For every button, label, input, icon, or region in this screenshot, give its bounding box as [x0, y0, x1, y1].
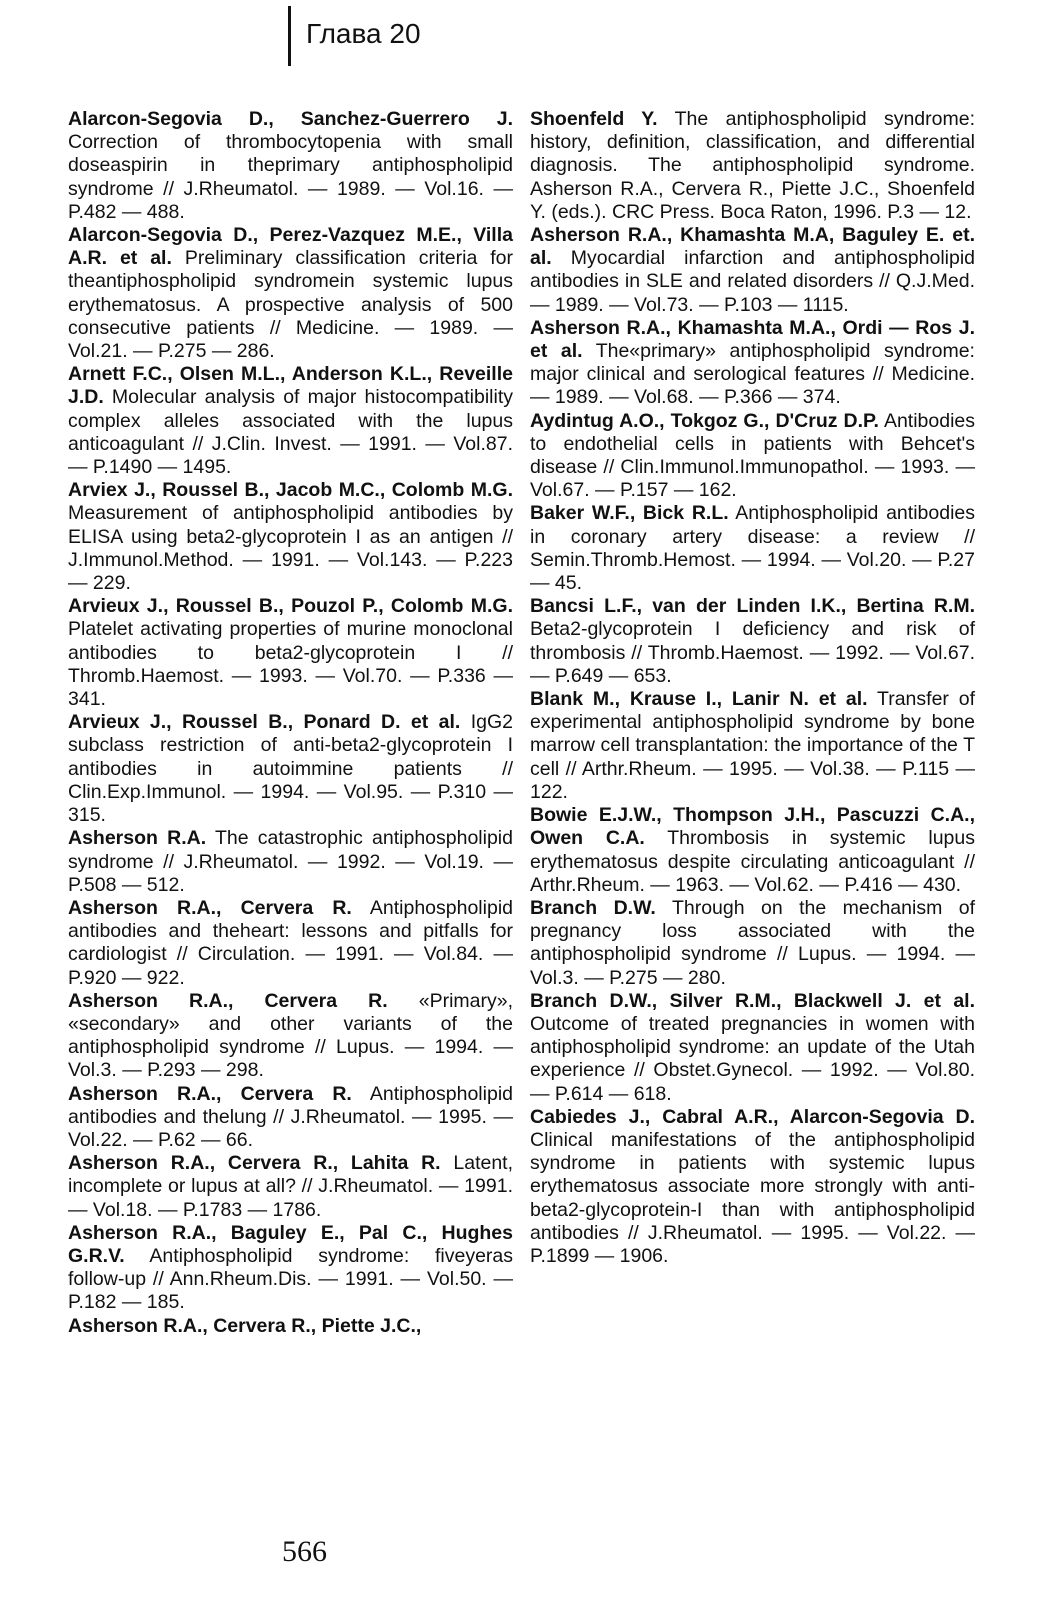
- reference-entry: [530, 410, 975, 503]
- reference-authors: Asherson R.A., Cervera R.: [68, 896, 352, 919]
- reference-text: Molecular analysis of major histocompatibility complex alleles associated with the lupus anticoagulant // J.Clin. Invest. — 1991. — Vol.87. — P.1490 — 1495.: [68, 386, 513, 479]
- reference-text: The«primary» antiphospholipid syndrome: major clinical and serological features // Medicine. — 1989. — Vol.68. — P.366 — 374.: [530, 340, 975, 409]
- reference-authors: Branch D.W., Silver R.M., Blackwell J. et al.: [530, 989, 975, 1012]
- reference-entry: [530, 595, 975, 688]
- reference-text: Antibodies to endothelial cells in patients with Behcet's disease // Clin.Immunol.Immunopathol. — 1993. — Vol.67. — P.157 — 162.: [530, 409, 976, 502]
- reference-authors: Asherson R.A., Cervera R., Lahita R.: [68, 1152, 441, 1175]
- reference-entry: [68, 224, 513, 363]
- reference-authors: Asherson R.A., Baguley E., Pal C., Hughes G.R.V.: [68, 1221, 513, 1267]
- reference-text: Measurement of antiphospholipid antibodies by ELISA using beta2-glycoprotein I as an antigen // J.Immunol.Method. — 1991. — Vol.143. — P.223 — 229.: [68, 502, 513, 595]
- reference-authors: Branch D.W.: [530, 896, 656, 919]
- reference-text: Correction of thrombocytopenia with small doseaspirin in theprimary antiphospholipid syndrome // J.Rheumatol. — 1989. — Vol.16. — P.482 — 488.: [68, 131, 513, 223]
- reference-text: The catastrophic antiphospholipid syndrome // J.Rheumatol. — 1992. — Vol.19. — P.508 — 512.: [68, 827, 513, 896]
- reference-authors: Bowie E.J.W., Thompson J.H., Pascuzzi C.A., Owen C.A.: [530, 804, 975, 850]
- reference-authors: Alarcon-Segovia D., Sanchez-Guerrero J.: [68, 108, 513, 130]
- reference-text: Antiphospholipid antibodies in coronary artery disease: a review // Semin.Thromb.Hemost. — 1994. — Vol.20. — P.27 — 45.: [530, 502, 975, 595]
- right-reference-column: [530, 108, 975, 1268]
- reference-entry: [530, 688, 975, 804]
- reference-entry: [68, 711, 513, 827]
- reference-text: Myocardial infarction and antiphospholipid antibodies in SLE and related disorders // Q.J.Med. — 1989. — Vol.73. — P.103 — 1115.: [530, 247, 975, 316]
- reference-authors: Aydintug A.O., Tokgoz G., D'Cruz D.P.: [530, 409, 879, 432]
- reference-text: Antiphospholipid antibodies and theheart: lessons and pitfalls for cardiologist // Circulation. — 1991. — Vol.84. — P.920 — 922.: [68, 896, 513, 989]
- reference-authors: Asherson R.A., Cervera R., Piette J.C.,: [68, 1314, 422, 1337]
- reference-authors: Blank M., Krause I., Lanir N. et al.: [530, 688, 868, 711]
- header-divider: [288, 6, 291, 66]
- reference-entry: [68, 479, 513, 595]
- reference-authors: Asherson R.A., Cervera R.: [68, 1082, 352, 1105]
- reference-entry: [530, 897, 975, 990]
- reference-entry: [530, 1106, 975, 1268]
- reference-authors: Arviex J., Roussel B., Jacob M.C., Colomb M.G.: [68, 479, 513, 502]
- reference-authors: Asherson R.A., Khamashta M.A, Baguley E. et. al.: [530, 224, 975, 270]
- reference-text: Transfer of experimental antiphospholipid syndrome by bone marrow cell transplantation: the importance of the T cell // Arthr.Rheum. — 1995. — Vol.38. — P.115 — 122.: [530, 688, 975, 803]
- reference-text: Beta2-glycoprotein I deficiency and risk of thrombosis // Thromb.Haemost. — 1992. — Vol.67. — P.649 — 653.: [530, 618, 975, 687]
- reference-authors: Arvieux J., Roussel B., Ponard D. et al.: [68, 711, 461, 734]
- reference-text: The antiphospholipid syndrome: history, definition, classification, and differential diagnosis. The antiphospholipid syndrome. Asherson R.A., Cervera R., Piette J.C., Shoenfeld Y. (eds.). CRC Press. Boca Raton, 1996. P.3 — 12.: [530, 108, 975, 223]
- reference-entry: [68, 1222, 513, 1315]
- reference-authors: Arvieux J., Roussel B., Pouzol P., Colomb M.G.: [68, 595, 513, 618]
- reference-text: Preliminary classification criteria for theantiphospholipid syndromein systemic lupus erythematosus. A prospective analysis of 500 consecutive patients // Medicine. — 1989. — Vol.21. — P.275 — 286.: [68, 247, 514, 363]
- reference-entry: [68, 1315, 513, 1338]
- reference-entry: [68, 1152, 513, 1222]
- reference-authors: Baker W.F., Bick R.L.: [530, 502, 729, 525]
- reference-text: Antiphospholipid antibodies and thelung // J.Rheumatol. — 1995. — Vol.22. — P.62 — 66.: [68, 1082, 513, 1151]
- reference-entry: [530, 804, 975, 897]
- reference-authors: Asherson R.A., Cervera R.: [68, 989, 388, 1012]
- reference-authors: Cabiedes J., Cabral A.R., Alarcon-Segovia D.: [530, 1105, 975, 1128]
- reference-text: IgG2 subclass restriction of anti-beta2-glycoprotein I antibodies in autoimmine patients // Clin.Exp.Immunol. — 1994. — Vol.95. — P.310 — 315.: [68, 711, 514, 827]
- reference-authors: Shoenfeld Y.: [530, 108, 658, 130]
- reference-entry: [68, 990, 513, 1083]
- reference-text: Outcome of treated pregnancies in women with antiphospholipid syndrome: an update of the Utah experience // Obstet.Gynecol. — 1992. — Vol.80. — P.614 — 618.: [530, 1012, 975, 1105]
- reference-text: Platelet activating properties of murine monoclonal antibodies to beta2-glycoprotein I // Thromb.Haemost. — 1993. — Vol.70. — P.336 — 341.: [68, 618, 513, 711]
- reference-authors: Asherson R.A.: [68, 827, 207, 850]
- reference-text: «Primary», «secondary» and other variants of the antiphospholipid syndrome // Lupus. — 1994. — Vol.3. — P.293 — 298.: [68, 989, 513, 1082]
- reference-authors: Asherson R.A., Khamashta M.A., Ordi — Ros J. et al.: [530, 316, 975, 363]
- reference-entry: [68, 363, 513, 479]
- reference-entry: [68, 827, 513, 897]
- reference-text: Thrombosis in systemic lupus erythematosus despite circulating anticoagulant // Arthr.Rheum. — 1963. — Vol.62. — P.416 — 430.: [530, 827, 975, 896]
- reference-text: Clinical manifestations of the antiphospholipid syndrome in patients with systemic lupus erythematosus associate more strongly with anti-beta2-glycoprotein-I than with antiphospholipid antibodies // J.Rheumatol. — 1995. — Vol.22. — P.1899 — 1906.: [530, 1128, 975, 1267]
- reference-entry: [530, 990, 975, 1106]
- reference-entry: [68, 1083, 513, 1153]
- reference-entry: [530, 317, 975, 410]
- reference-entry: [68, 897, 513, 990]
- reference-text: Latent, incomplete or lupus at all? // J.Rheumatol. — 1991. — Vol.18. — P.1783 — 1786.: [68, 1152, 514, 1221]
- reference-text: Antiphospholipid syndrome: fiveyeras follow-up // Ann.Rheum.Dis. — 1991. — Vol.50. — P.182 — 185.: [68, 1244, 514, 1314]
- reference-authors: Bancsi L.F., van der Linden I.K., Bertina R.M.: [530, 595, 975, 618]
- reference-entry: [68, 108, 513, 224]
- left-reference-column: [68, 108, 513, 1338]
- reference-authors: Arnett F.C., Olsen M.L., Anderson K.L., Reveille J.D.: [68, 363, 513, 409]
- reference-entry: [530, 108, 975, 224]
- reference-entry: [530, 502, 975, 595]
- running-head: Глава 20: [306, 18, 421, 49]
- reference-authors: Alarcon-Segovia D., Perez-Vazquez M.E., Villa A.R. et al.: [68, 224, 513, 270]
- reference-entry: [530, 224, 975, 317]
- reference-text: Through on the mechanism of pregnancy loss associated with the antiphospholipid syndrome // Lupus. — 1994. — Vol.3. — P.275 — 280.: [530, 896, 975, 989]
- reference-entry: [68, 595, 513, 711]
- page-number: 566: [282, 1535, 327, 1568]
